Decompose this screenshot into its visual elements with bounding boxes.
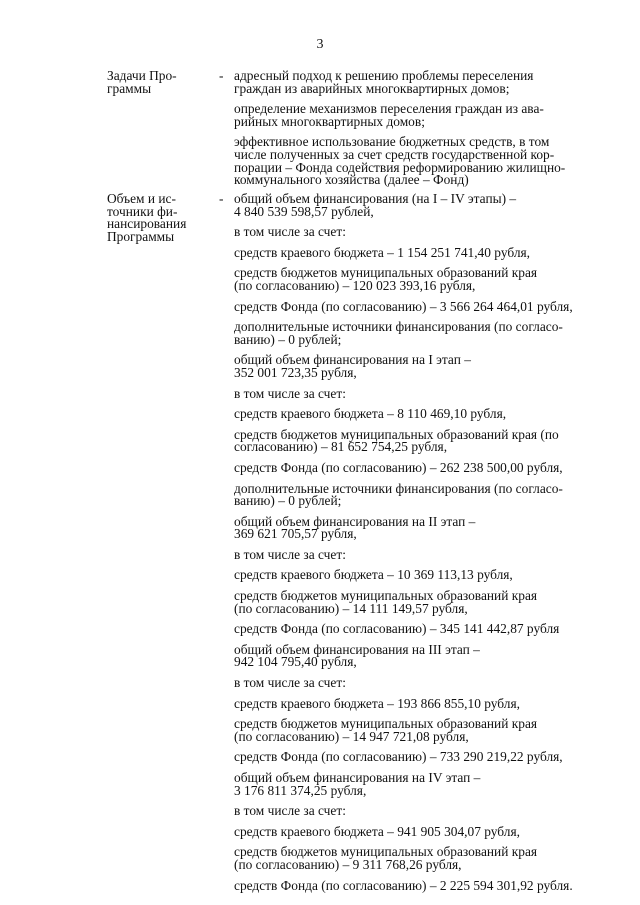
funding-including: в том числе за счет: [234, 385, 346, 401]
funding-line: средств бюджетов муниципальных образований края (по согласованию) – 120 023 393,16 рубля, [234, 265, 538, 293]
program-tasks-label: Задачи Про- граммы [107, 68, 177, 96]
task-paragraph: эффективное использование бюджетных средств, в том числе полученных за счет средств государственной кор- порации – Фонда содействия реформированию жилищно- коммунального хозяйства (далее – Фонд) [234, 134, 566, 188]
funding-including: в том числе за счет: [234, 803, 346, 819]
funding-line: средств Фонда (по согласованию) – 262 238 500,00 рубля, [234, 459, 563, 475]
funding-line: средств краевого бюджета – 8 110 469,10 рубля, [234, 406, 507, 422]
stage-3-total: общий объем финансирования на III этап – 942 104 795,40 рубля, [234, 641, 480, 670]
program-funding-content [234, 193, 609, 899]
funding-line: средств краевого бюджета – 1 154 251 741,40 рубля, [234, 244, 531, 260]
program-tasks-content [234, 70, 609, 195]
funding-including: в том числе за счет: [234, 546, 346, 562]
funding-line: дополнительные источники финансирования (по согласо- ванию) – 0 рублей; [234, 480, 563, 509]
funding-including: в том числе за счет: [234, 675, 346, 691]
funding-line: средств Фонда (по согласованию) – 3 566 264 464,01 рубля, [234, 298, 573, 314]
funding-line: дополнительные источники финансирования (по согласо- ванию) – 0 рублей; [234, 319, 563, 347]
funding-line: средств бюджетов муниципальных образований края (по согласованию) – 81 652 754,25 рубля, [234, 426, 559, 455]
stage-2-total: общий объем финансирования на II этап – 369 621 705,57 рубля, [234, 513, 476, 542]
funding-including: в том числе за счет: [234, 224, 346, 240]
funding-line: средств бюджетов муниципальных образований края (по согласованию) – 14 111 149,57 рубля, [234, 588, 538, 616]
funding-line: средств краевого бюджета – 10 369 113,13 рубля, [234, 567, 513, 583]
task-paragraph: адресный подход к решению проблемы переселения граждан из аварийных многоквартирных домов; [234, 68, 534, 96]
stage-1-total: общий объем финансирования на I этап – 352 001 723,35 рубля, [234, 352, 471, 380]
program-funding-dash: - [219, 191, 224, 206]
task-paragraph: определение механизмов переселения граждан из ава- рийных многоквартирных домов; [234, 101, 544, 129]
funding-line: средств бюджетов муниципальных образований края (по согласованию) – 9 311 768,26 рубля, [234, 844, 538, 872]
funding-line: средств краевого бюджета – 941 905 304,07 рубля, [234, 823, 520, 839]
funding-line: средств Фонда (по согласованию) – 2 225 594 301,92 рубля. [234, 877, 573, 893]
funding-line: средств Фонда (по согласованию) – 345 141 442,87 рубля [234, 621, 560, 637]
funding-line: средств Фонда (по согласованию) – 733 290 219,22 рубля, [234, 749, 563, 765]
stage-4-total: общий объем финансирования на IV этап – 3 176 811 374,25 рубля, [234, 770, 481, 798]
funding-total: общий объем финансирования (на I – IV этапы) – 4 840 539 598,57 рублей, [234, 191, 517, 219]
program-tasks-dash: - [219, 68, 224, 83]
funding-line: средств краевого бюджета – 193 866 855,10 рубля, [234, 695, 520, 711]
funding-line: средств бюджетов муниципальных образований края (по согласованию) – 14 947 721,08 рубля, [234, 716, 538, 744]
page-number: 3 [316, 37, 324, 52]
program-funding-label: Объем и ис- точники фи- нансирования Программы [107, 191, 187, 244]
